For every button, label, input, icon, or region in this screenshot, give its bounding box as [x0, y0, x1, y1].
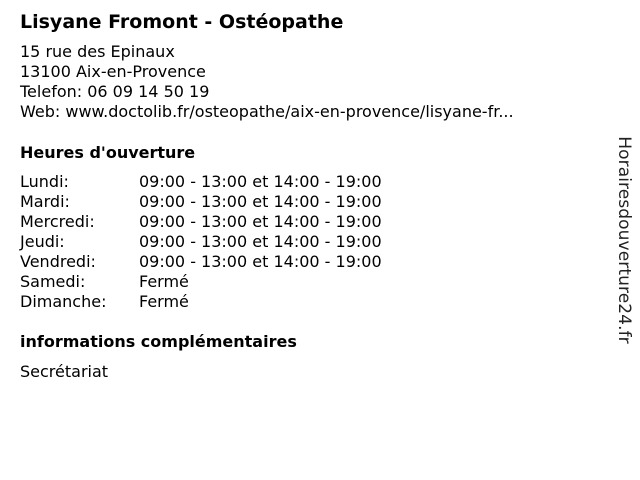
hours-row-friday — [20, 252, 600, 272]
day-label: Mercredi: — [20, 212, 95, 231]
time-value: Fermé — [139, 292, 189, 311]
time-value: 09:00 - 13:00 et 14:00 - 19:00 — [139, 192, 382, 211]
time-value: Fermé — [139, 272, 189, 291]
hours-row-sunday — [20, 292, 600, 312]
business-title: Lisyane Fromont - Ostéopathe — [20, 11, 344, 33]
phone-number: Telefon: 06 09 14 50 19 — [20, 82, 210, 101]
day-label: Dimanche: — [20, 292, 107, 311]
street-address: 15 rue des Epinaux — [20, 42, 175, 61]
additional-info-heading: informations complémentaires — [20, 332, 297, 351]
day-label: Mardi: — [20, 192, 70, 211]
address-block — [20, 42, 600, 122]
hours-row-monday — [20, 172, 600, 192]
hours-row-thursday — [20, 232, 600, 252]
day-label: Lundi: — [20, 172, 69, 191]
time-value: 09:00 - 13:00 et 14:00 - 19:00 — [139, 212, 382, 231]
hours-row-tuesday — [20, 192, 600, 212]
day-label: Samedi: — [20, 272, 86, 291]
site-watermark-text: Horairesdouverture24.fr — [614, 136, 635, 344]
hours-row-saturday — [20, 272, 600, 292]
day-label: Vendredi: — [20, 252, 96, 271]
time-value: 09:00 - 13:00 et 14:00 - 19:00 — [139, 232, 382, 251]
time-value: 09:00 - 13:00 et 14:00 - 19:00 — [139, 172, 382, 191]
website-link: Web: www.doctolib.fr/osteopathe/aix-en-provence/lisyane-fr... — [20, 102, 514, 121]
additional-info-text: Secrétariat — [20, 362, 109, 381]
city-postcode: 13100 Aix-en-Provence — [20, 62, 206, 81]
business-card — [20, 10, 600, 382]
site-watermark — [609, 135, 639, 345]
opening-hours-table — [20, 172, 600, 312]
day-label: Jeudi: — [20, 232, 65, 251]
time-value: 09:00 - 13:00 et 14:00 - 19:00 — [139, 252, 382, 271]
hours-row-wednesday — [20, 212, 600, 232]
opening-hours-heading: Heures d'ouverture — [20, 143, 196, 162]
